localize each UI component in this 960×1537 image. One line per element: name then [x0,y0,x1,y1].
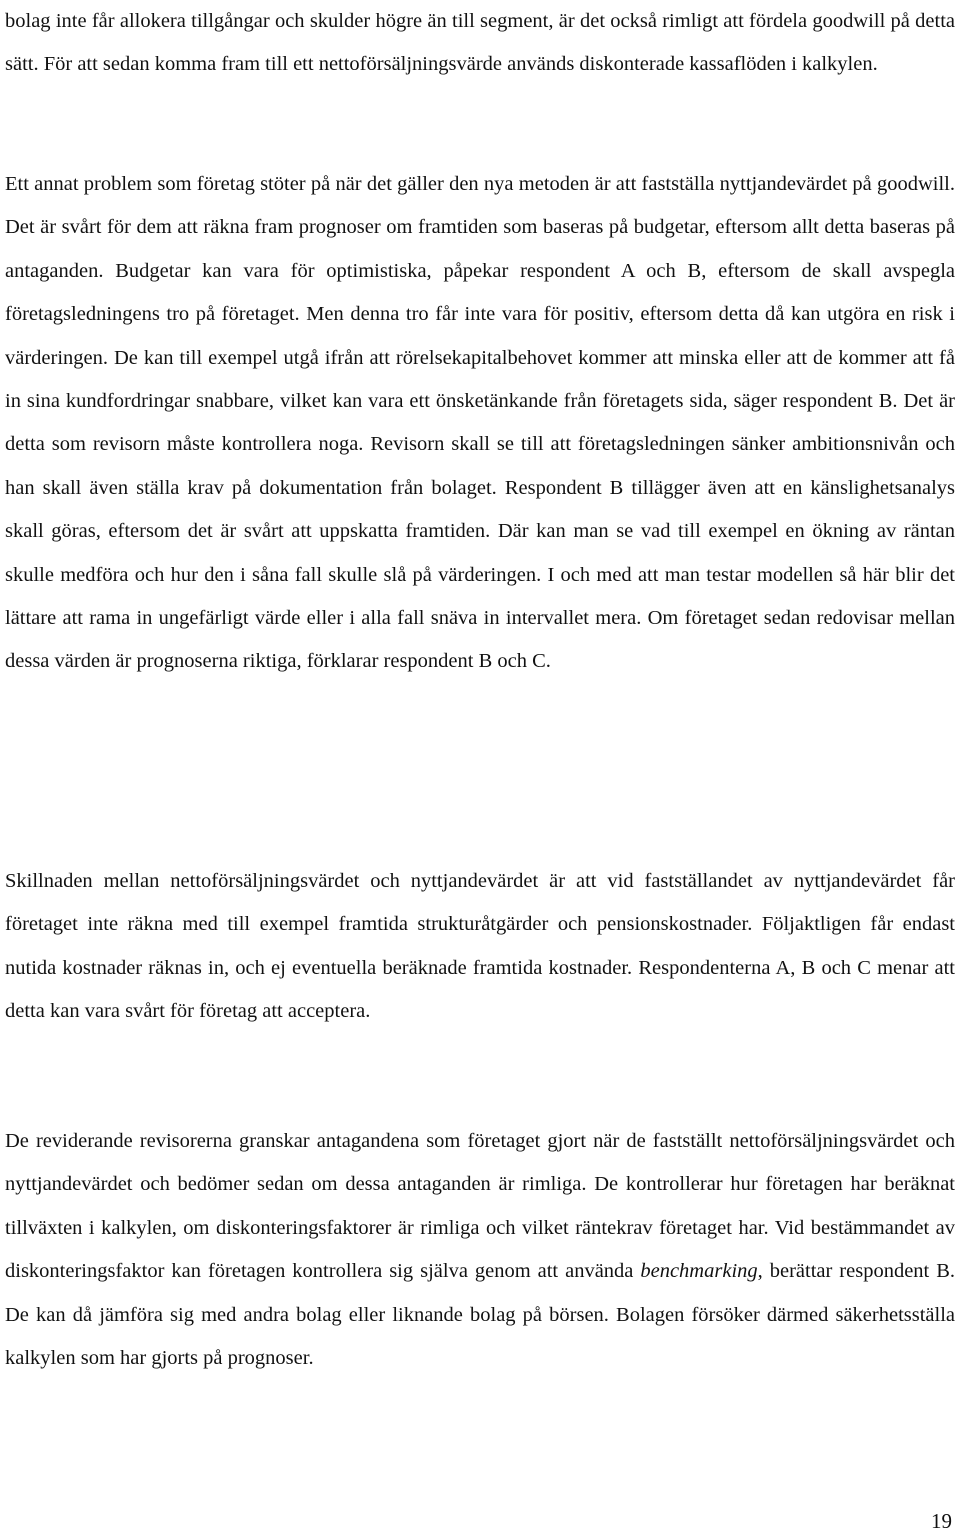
paragraph-4-italic-term: benchmarking [640,1260,758,1283]
paragraph-1: bolag inte får allokera tillgångar och skulder högre än till segment, är det också rimligt att fördela goodwill på detta sätt. För att sedan komma fram till ett nettoförsäljningsvärde används diskonterade kassaflöden i kalkylen. [5,10,955,76]
paragraph-4-text-start: De reviderande revisorerna granskar antagandena som företaget gjort när de fastställt nettoförsäljningsvärdet och nyttjandevärdet och bedömer sedan om dessa antaganden är rimliga. De kontrollerar hur företagen har beräknat tillväxten i kalkylen, om diskonteringsfaktorer är rimliga och vilket räntekrav företaget har. Vid bestämmandet av diskonteringsfaktor kan företagen kontrollera sig själva genom att använda [5,1130,955,1283]
paragraph-3: Skillnaden mellan nettoförsäljningsvärdet och nyttjandevärdet är att vid fastställandet av nyttjandevärdet får företaget inte räkna med till exempel framtida strukturåtgärder och pensionskostnader. Följaktligen får endast nutida kostnader räknas in, och ej eventuella beräknade framtida kostnader. Respondenterna A, B och C menar att detta kan vara svårt för företag att acceptera. [5,870,955,1023]
paragraph-2: Ett annat problem som företag stöter på när det gäller den nya metoden är att fastställa nyttjandevärdet på goodwill. Det är svårt för dem att räkna fram prognoser om framtiden som baseras på budgetar, eftersom allt detta baseras på antaganden. Budgetar kan vara för optimistiska, påpekar respondent A och B, eftersom de skall avspegla företagsledningens tro på företaget. Men denna tro får inte vara för positiv, eftersom detta då kan utgöra en risk i värderingen. De kan till exempel utgå ifrån att rörelsekapitalbehovet kommer att minska eller att de kommer att få in sina kundfordringar snabbare, vilket kan vara ett önsketänkande från företagets sida, säger respondent B. Det är detta som revisorn måste kontrollera noga. Revisorn skall se till att företagsledningen sänker ambitionsnivån och han skall även ställa krav på dokumentation från bolaget. Respondent B tillägger även att en känslighetsanalys skall göras, eftersom det är svårt att uppskatta framtiden. Där kan man se vad till exempel en ökning av räntan skulle medföra och hur den i såna fall skulle slå på värderingen. I och med att man testar modellen så här blir det lättare att rama in ungefärligt värde eller i alla fall snäva in intervallet mera. Om företaget sedan redovisar mellan dessa värden är prognoserna riktiga, förklarar respondent B och C. [5,173,955,673]
page-number: 19 [931,1509,952,1533]
paragraph-4 [5,1120,955,1380]
paragraph-4-text-end: , berättar respondent B. De kan då jämföra sig med andra bolag eller liknande bolag på börsen. Bolagen försöker därmed säkerhetsställa kalkylen som har gjorts på prognoser. [5,1260,955,1370]
